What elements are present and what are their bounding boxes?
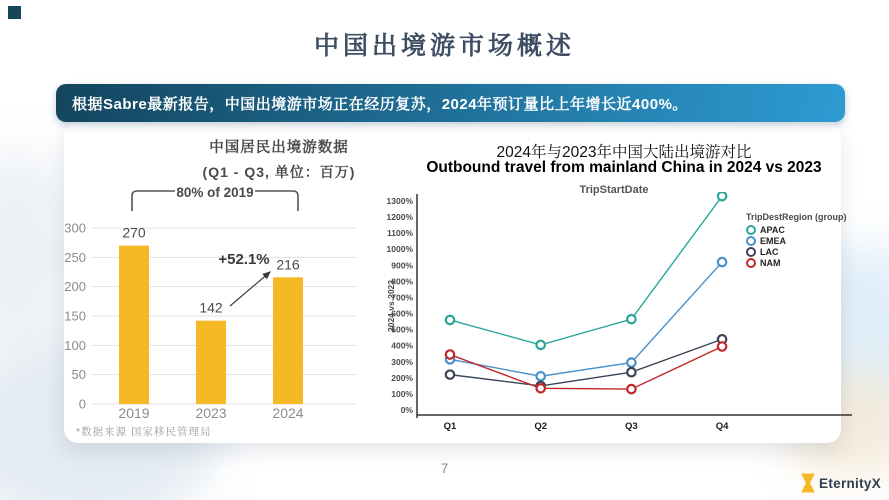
x-tick-label: Q2: [534, 421, 548, 432]
bar-2024: [273, 277, 303, 404]
y-tick-label: 600%: [391, 308, 413, 319]
legend-title: TripDestRegion (group): [746, 212, 847, 222]
headline-banner: [56, 84, 845, 122]
y-tick-label: 1200%: [386, 212, 413, 223]
y-tick-label: 200: [64, 279, 86, 295]
bar-value-label: 270: [122, 224, 146, 241]
bar-value-label: 216: [276, 256, 300, 273]
bar-chart-title: 中国居民出境游数据: [209, 140, 349, 156]
y-tick-label: 50: [71, 367, 86, 383]
x-tick-label: Q4: [715, 421, 729, 432]
legend-ring-icon: [746, 236, 756, 246]
series-APAC: [446, 192, 727, 349]
series-LAC: [446, 335, 727, 390]
bracket-label: 80% of 2019: [176, 185, 254, 200]
bar-2023: [196, 321, 226, 404]
marker-NAM-Q1: [446, 350, 454, 358]
y-tick-label: 250: [64, 249, 86, 265]
bar-chart: [64, 210, 394, 424]
y-tick-label: 700%: [391, 292, 413, 303]
legend-ring-icon: [746, 247, 756, 257]
marker-NAM-Q4: [718, 342, 726, 350]
bar-2019: [119, 246, 149, 404]
legend-label: NAM: [760, 258, 781, 268]
y-tick-label: 100: [64, 337, 86, 353]
y-tick-label: 800%: [391, 276, 413, 287]
line-chart-title-zh: 2024年与2023年中国大陆出境游对比: [496, 144, 752, 161]
legend-item-EMEA: [746, 236, 876, 246]
legend-label: LAC: [760, 247, 779, 257]
y-tick-label: 900%: [391, 260, 413, 271]
x-tick-label: Q3: [625, 421, 638, 432]
bar-value-label: 142: [199, 299, 223, 316]
brand-logo: [801, 473, 881, 493]
y-tick-label: 1100%: [387, 228, 413, 239]
growth-arrow: [230, 272, 270, 306]
marker-LAC-Q3: [627, 368, 635, 376]
x-tick-label: Q1: [443, 421, 457, 432]
page-number: 7: [440, 461, 449, 476]
hourglass-icon: [801, 473, 815, 493]
legend-label: APAC: [760, 225, 785, 235]
y-tick-label: 0: [78, 396, 86, 412]
growth-annotation: +52.1%: [218, 251, 270, 268]
legend-item-NAM: [746, 258, 876, 268]
legend-item-LAC: [746, 247, 876, 257]
y-tick-label: 200%: [391, 372, 413, 383]
y-tick-label: 1000%: [386, 244, 413, 255]
brand-name: EternityX: [819, 475, 881, 491]
x-tick-label: 2019: [118, 405, 150, 421]
x-tick-label: 2023: [195, 405, 227, 421]
legend-item-APAC: [746, 225, 876, 235]
x-tick-label: 2024: [272, 405, 304, 421]
chart-legend: [746, 212, 876, 269]
headline-text: 根据Sabre最新报告，中国出境游市场正在经历复苏，2024年预订量比上年增长近400%。: [72, 95, 688, 113]
y-axis-label: 2024 vs 2023: [386, 280, 396, 332]
content-card: [64, 122, 847, 443]
marker-NAM-Q2: [537, 384, 545, 392]
marker-APAC-Q4: [718, 192, 726, 200]
series-EMEA: [446, 258, 727, 381]
bar-chart-subtitle: (Q1 - Q3, 单位：百万): [202, 164, 356, 180]
trip-start-date-label: TripStartDate: [579, 184, 649, 196]
marker-EMEA-Q3: [627, 358, 635, 366]
y-tick-label: 150: [64, 308, 86, 324]
data-source-note: *数据来源 国家移民管理局: [76, 426, 212, 438]
marker-APAC-Q2: [537, 341, 545, 349]
y-tick-label: 400%: [391, 340, 413, 351]
marker-LAC-Q1: [446, 370, 454, 378]
legend-label: EMEA: [760, 236, 787, 246]
y-tick-label: 300: [64, 220, 86, 236]
y-tick-label: 300%: [391, 356, 413, 367]
y-tick-label: 500%: [391, 324, 413, 335]
corner-accent: [8, 6, 21, 19]
marker-NAM-Q3: [627, 385, 635, 393]
legend-ring-icon: [746, 225, 756, 235]
legend-ring-icon: [746, 258, 756, 268]
series-NAM: [446, 342, 727, 393]
legend-items: [746, 225, 876, 268]
marker-EMEA-Q2: [537, 372, 545, 380]
marker-APAC-Q3: [627, 315, 635, 323]
bracket-annotation: [130, 185, 300, 212]
marker-APAC-Q1: [446, 316, 454, 324]
y-tick-label: 0%: [400, 405, 413, 415]
y-tick-label: 100%: [391, 388, 413, 399]
page-title: 中国出境游市场概述: [313, 32, 575, 60]
y-tick-label: 1300%: [386, 196, 413, 206]
marker-EMEA-Q4: [718, 258, 726, 266]
line-chart-title-en: Outbound travel from mainland China in 2024 vs 2023: [426, 159, 822, 176]
